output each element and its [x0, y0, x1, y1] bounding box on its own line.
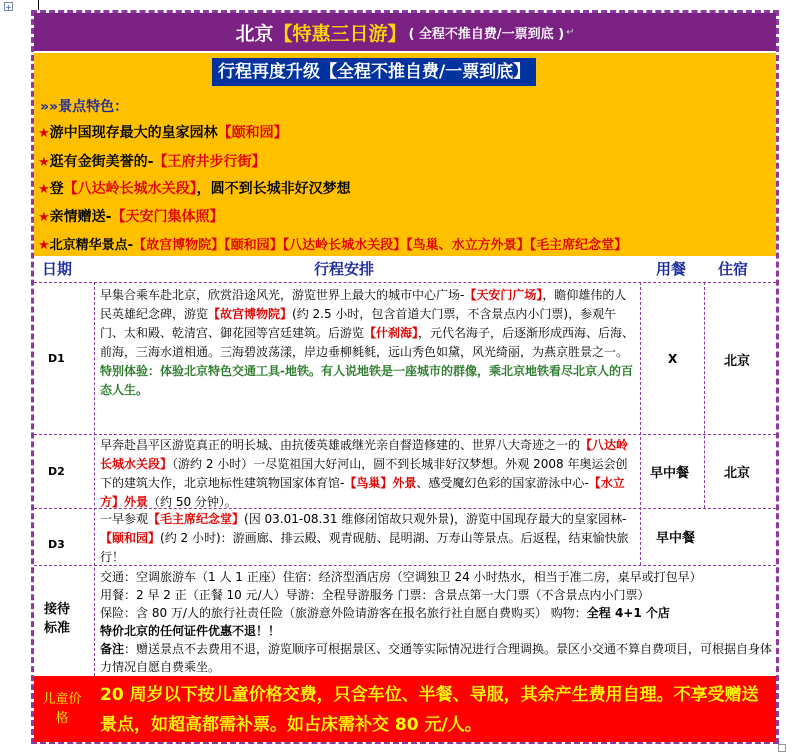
column-divider [640, 282, 641, 565]
day-label: D1 [48, 352, 65, 365]
title-city: 北京 [235, 22, 274, 45]
standard-details: 交通：空调旅游车（1 人 1 正座）住宿：经济型酒店房（空调独卫 24 小时热水，相当于准二房，桌早或打包早） 用餐：2 早 2 正（正餐 10 元/人）导游：全程导游服务 门票：含景点第一大门票（不含景点内小门票） 保险：含 80 万/人的旅行社责任险（旅游意外险请游客在报名旅行社自愿自费购买） 购物：全程 4+1 个店 特价北京的任何证件优惠不退！！ 备注：赠送景点不去费用不退，游览顺序可根据景区、交通等实际情况进行合理调换。景区小交通不算自费项目，可根据自身体力情况自愿自费乘坐。 [100, 570, 773, 674]
child-price-label: 儿童价格 [42, 692, 82, 726]
d3-meal: 早中餐 [656, 531, 696, 546]
d1-schedule: 早集合乘车赴北京，欣赏沿途风光，游览世界上最大的城市中心广场-【天安门广场】，瞻仰雄伟的人民英雄纪念碑，游览【故宫博物院】(约 2.5 小时，包含首道大门票，不含景点内小门票)，参观午门、太和殿、乾清宫、御花园等宫廷建筑。后游览【什刹海】，元代名海子，后逐渐形成西海、后海、前海，三海水道相通。三海碧波荡漾，岸边垂柳毵毵，远山秀色如黛，风光绮丽，为燕京胜景之一。 特别体验：体验北京特色交通工具-地铁。有人说地铁是一座城市的群像，乘北京地铁看尽北京人的百态人生。 [100, 288, 635, 397]
d2-schedule: 早奔赴昌平区游览真正的明长城、由抗倭英雄戚继光亲自督造修建的、世界八大奇迹之一的【八达岭长城水关段】（游约 2 小时）一尽览祖国大好河山，圆不到长城非好汉梦想。外观 2008 年奥运会创下的建筑大作，北京地标性建筑物国家体育馆-【鸟巢】外景、感受魔幻色彩的国家游泳中心-【水立方】外景（约 50 分钟）。 [100, 438, 629, 509]
paragraph-mark-icon: ↵ [566, 26, 575, 38]
child-price-text: 20 周岁以下按儿童价格交费，只含车位、半餐、导服，其余产生费用自理。不享受赠送景点，如超高都需补票。如占床需补交 80 元/人。 [100, 685, 759, 735]
upgrade-banner: 行程再度升级【全程不推自费/一票到底】 [212, 58, 536, 86]
feature-item: ★游中国现存最大的皇家园林【颐和园】 [38, 125, 288, 141]
header-meal: 用餐 [656, 260, 687, 278]
standard-label: 接待标准 [44, 602, 71, 636]
header-schedule: 行程安排 [314, 260, 375, 278]
d3-schedule: 一早参观【毛主席纪念堂】(因 03.01-08.31 维修闭馆故只观外景)，游览中国现存最大的皇家园林-【颐和园】(约 2 小时)：游画廊、排云殿、观青砚舫、昆明湖、万寿山等景点。后返程，结束愉快旅行！ [100, 512, 629, 564]
day-label: D2 [48, 465, 65, 478]
resize-handle-icon[interactable] [778, 744, 786, 752]
title-highlight: 【特惠三日游】 [273, 22, 407, 45]
title-subtitle: ( 全程不推自费/一票到底 ) [408, 26, 565, 42]
d1-meal: X [668, 352, 678, 366]
feature-item: ★北京精华景点-【故宫博物院】【颐和园】【八达岭长城水关段】【鸟巢、水立方外景】【毛主席纪念堂】 [38, 238, 628, 253]
features-heading: »»景点特色： [40, 99, 129, 115]
star-icon: ★ [38, 126, 50, 141]
header-stay: 住宿 [718, 260, 749, 278]
row-divider [34, 282, 776, 283]
header-date: 日期 [42, 260, 73, 278]
column-divider [704, 282, 705, 508]
star-icon: ★ [38, 182, 50, 197]
feature-item: ★亲情赠送-【天安门集体照】 [38, 209, 224, 225]
d1-stay: 北京 [724, 354, 751, 369]
title-bar [34, 13, 776, 51]
star-icon: ★ [38, 155, 50, 170]
d2-stay: 北京 [724, 466, 751, 481]
row-divider [34, 434, 776, 435]
text-cursor [38, 0, 39, 10]
feature-item: ★逛有金街美誉的-【王府井步行街】 [38, 154, 266, 170]
feature-item: ★登【八达岭长城水关段】，圆不到长城非好汉梦想 [38, 181, 351, 197]
star-icon: ★ [38, 210, 50, 225]
table-move-handle-icon[interactable]: + [5, 3, 12, 12]
d2-meal: 早中餐 [650, 466, 690, 481]
star-icon: ★ [38, 238, 50, 253]
column-divider [94, 282, 95, 676]
day-label: D3 [48, 538, 65, 551]
